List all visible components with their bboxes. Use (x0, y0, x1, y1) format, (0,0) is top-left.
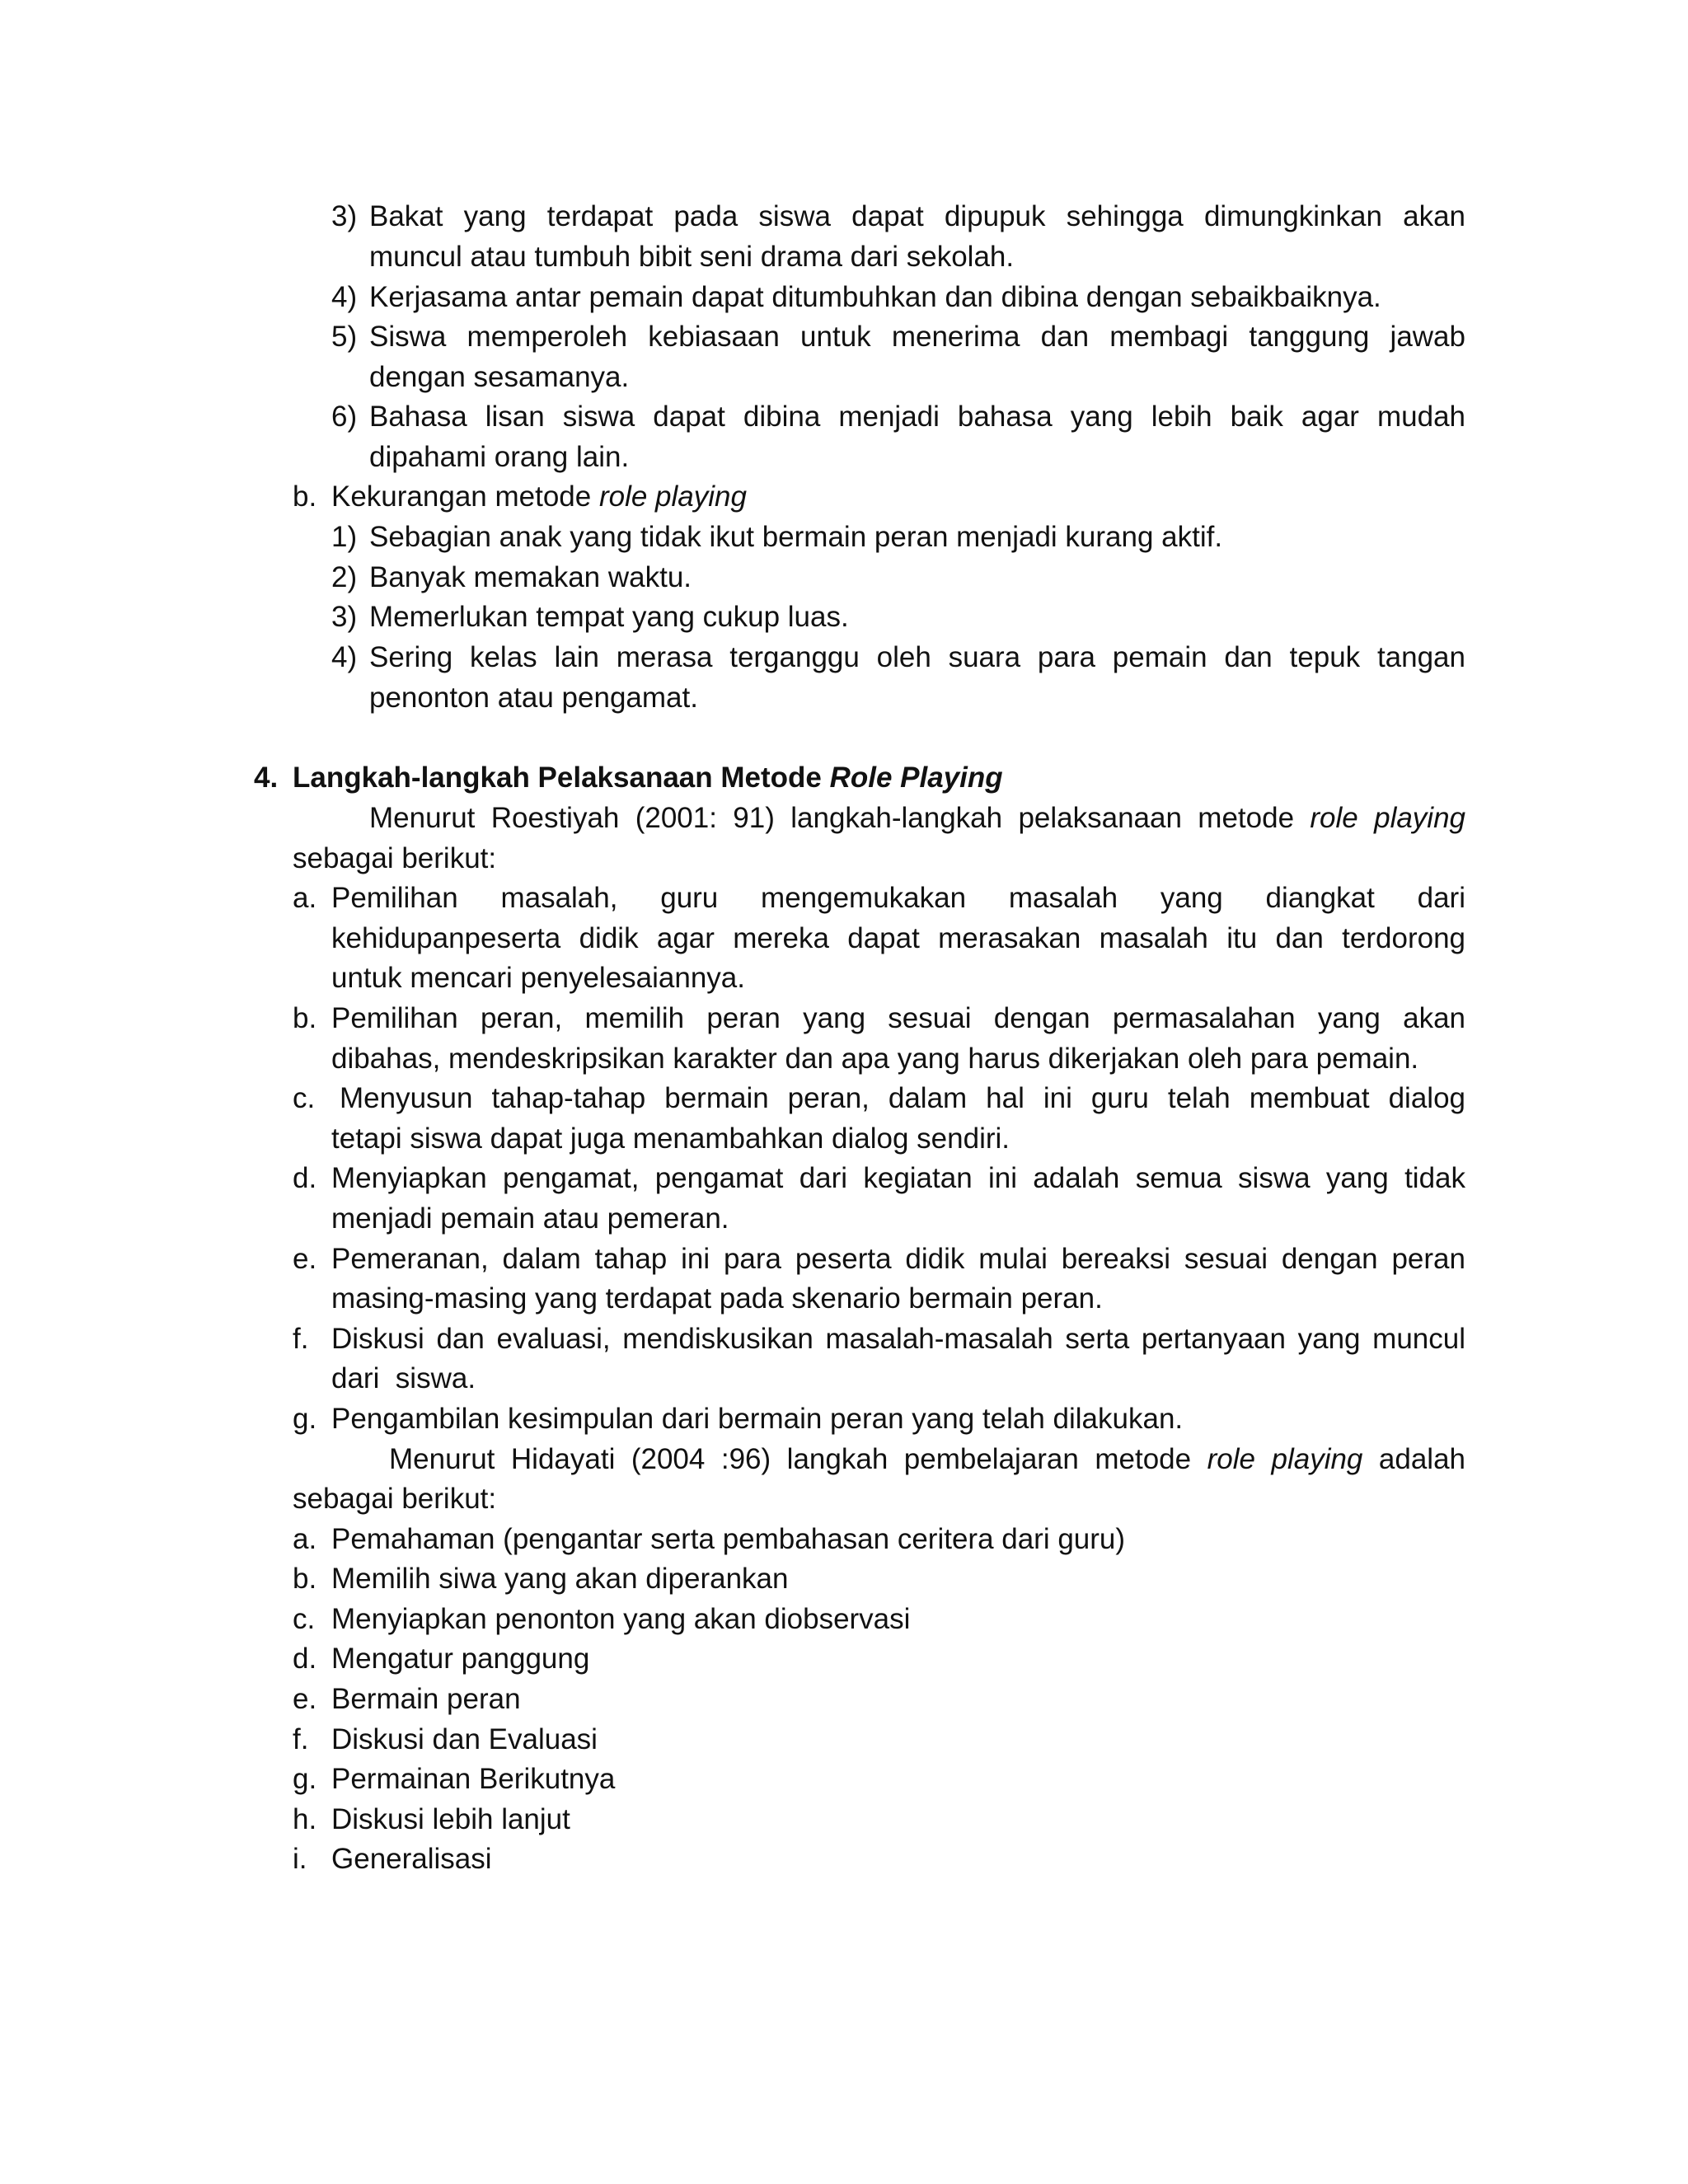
section-title-italic: Role Playing (829, 762, 1003, 794)
intro-text-end: adalah (1362, 1443, 1466, 1475)
item-letter: f. (293, 1723, 309, 1755)
intro-paragraph-2 (389, 1439, 1465, 1479)
item-text: Siswa memperoleh kebiasaan untuk menerima dan membagi tanggung jawab (369, 321, 1465, 353)
intro-paragraph-1-cont: sebagai berikut: (293, 842, 497, 874)
item-letter: b. (293, 1563, 317, 1595)
section-title-text: Langkah-langkah Pelaksanaan Metode (293, 762, 830, 794)
intro-paragraph-2-cont: sebagai berikut: (293, 1483, 497, 1515)
intro-text: Menurut Hidayati (2004 :96) langkah pembelajaran metode (389, 1443, 1207, 1475)
item-letter: a. (293, 1523, 317, 1555)
intro-text: Menurut Roestiyah (2001: 91) langkah-langkah pelaksanaan metode (369, 802, 1311, 834)
item-text: Diskusi lebih lanjut (331, 1803, 570, 1835)
subsection-heading (331, 476, 747, 517)
item-text: Permainan Berikutnya (331, 1763, 616, 1795)
item-text: Bahasa lisan siswa dapat dibina menjadi bahasa yang lebih baik agar mudah (369, 401, 1465, 433)
item-number: 5) (331, 321, 358, 353)
item-text: Sering kelas lain merasa terganggu oleh suara para pemain dan tepuk tangan (369, 641, 1465, 673)
item-text: menjadi pemain atau pemeran. (331, 1202, 729, 1235)
item-letter: d. (293, 1643, 317, 1675)
item-letter: g. (293, 1403, 317, 1435)
item-text: Banyak memakan waktu. (369, 561, 692, 593)
item-number: 6) (331, 401, 358, 433)
item-number: 1) (331, 521, 358, 553)
item-text: Memilih siwa yang akan diperankan (331, 1563, 789, 1595)
item-letter: h. (293, 1803, 317, 1835)
item-text: Diskusi dan evaluasi, mendiskusikan masalah-masalah serta pertanyaan yang muncul (331, 1323, 1465, 1355)
item-text: kehidupanpeserta didik agar mereka dapat merasakan masalah itu dan terdorong (331, 922, 1465, 954)
item-text: Bakat yang terdapat pada siswa dapat dipupuk sehingga dimungkinkan akan (369, 200, 1465, 232)
item-text: muncul atau tumbuh bibit seni drama dari sekolah. (369, 241, 1015, 273)
intro-italic: role playing (1310, 802, 1466, 834)
item-text: Pemilihan masalah, guru mengemukakan masalah yang diangkat dari (331, 882, 1465, 914)
item-text: Pemilihan peran, memilih peran yang sesuai dengan permasalahan yang akan (331, 1002, 1465, 1034)
item-text: Bermain peran (331, 1683, 521, 1715)
item-text: dari siswa. (331, 1362, 476, 1394)
item-letter: b. (293, 1002, 317, 1034)
item-text: Pengambilan kesimpulan dari bermain peran yang telah dilakukan. (331, 1403, 1184, 1435)
item-text: masing-masing yang terdapat pada skenario bermain peran. (331, 1282, 1103, 1315)
heading-italic: role playing (598, 480, 747, 513)
item-text: untuk mencari penyelesaiannya. (331, 962, 745, 994)
item-text: Generalisasi (331, 1843, 492, 1875)
item-text: Diskusi dan Evaluasi (331, 1723, 598, 1755)
item-text: Pemeranan, dalam tahap ini para peserta didik mulai bereaksi sesuai dengan peran (331, 1243, 1465, 1275)
item-letter: e. (293, 1243, 317, 1275)
item-letter: f. (293, 1323, 309, 1355)
item-number: 3) (331, 601, 358, 633)
item-number: 3) (331, 200, 358, 232)
item-text: dengan sesamanya. (369, 361, 630, 393)
item-text: Mengatur panggung (331, 1643, 590, 1675)
item-text: dipahami orang lain. (369, 441, 630, 473)
item-number: 4) (331, 641, 358, 673)
intro-italic: role playing (1207, 1443, 1363, 1475)
item-letter: e. (293, 1683, 317, 1715)
item-text: tetapi siswa dapat juga menambahkan dialog sendiri. (331, 1122, 1010, 1155)
item-text: Pemahaman (pengantar serta pembahasan ceritera dari guru) (331, 1523, 1126, 1555)
item-number: 4) (331, 281, 358, 313)
item-letter: i. (293, 1843, 307, 1875)
item-letter: g. (293, 1763, 317, 1795)
item-text: penonton atau pengamat. (369, 682, 698, 714)
item-number: 2) (331, 561, 358, 593)
item-text: Menyiapkan penonton yang akan diobservasi (331, 1603, 911, 1635)
section-title (293, 757, 1003, 798)
item-letter: a. (293, 882, 317, 914)
item-text: Menyusun tahap-tahap bermain peran, dalam hal ini guru telah membuat dialog (340, 1082, 1465, 1114)
section-number: 4. (254, 762, 279, 794)
item-text: Kerjasama antar pemain dapat ditumbuhkan dan dibina dengan sebaikbaiknya. (369, 281, 1381, 313)
item-text: Menyiapkan pengamat, pengamat dari kegiatan ini adalah semua siswa yang tidak (331, 1162, 1465, 1194)
item-letter: c. (293, 1603, 316, 1635)
intro-paragraph-1 (369, 798, 1465, 838)
item-text: Memerlukan tempat yang cukup luas. (369, 601, 849, 633)
item-text: Sebagian anak yang tidak ikut bermain peran menjadi kurang aktif. (369, 521, 1223, 553)
item-letter: d. (293, 1162, 317, 1194)
item-letter: c. (293, 1082, 316, 1114)
item-text: dibahas, mendeskripsikan karakter dan apa yang harus dikerjakan oleh para pemain. (331, 1043, 1419, 1075)
heading-text: Kekurangan metode (331, 480, 599, 513)
subsection-letter: b. (293, 480, 317, 513)
